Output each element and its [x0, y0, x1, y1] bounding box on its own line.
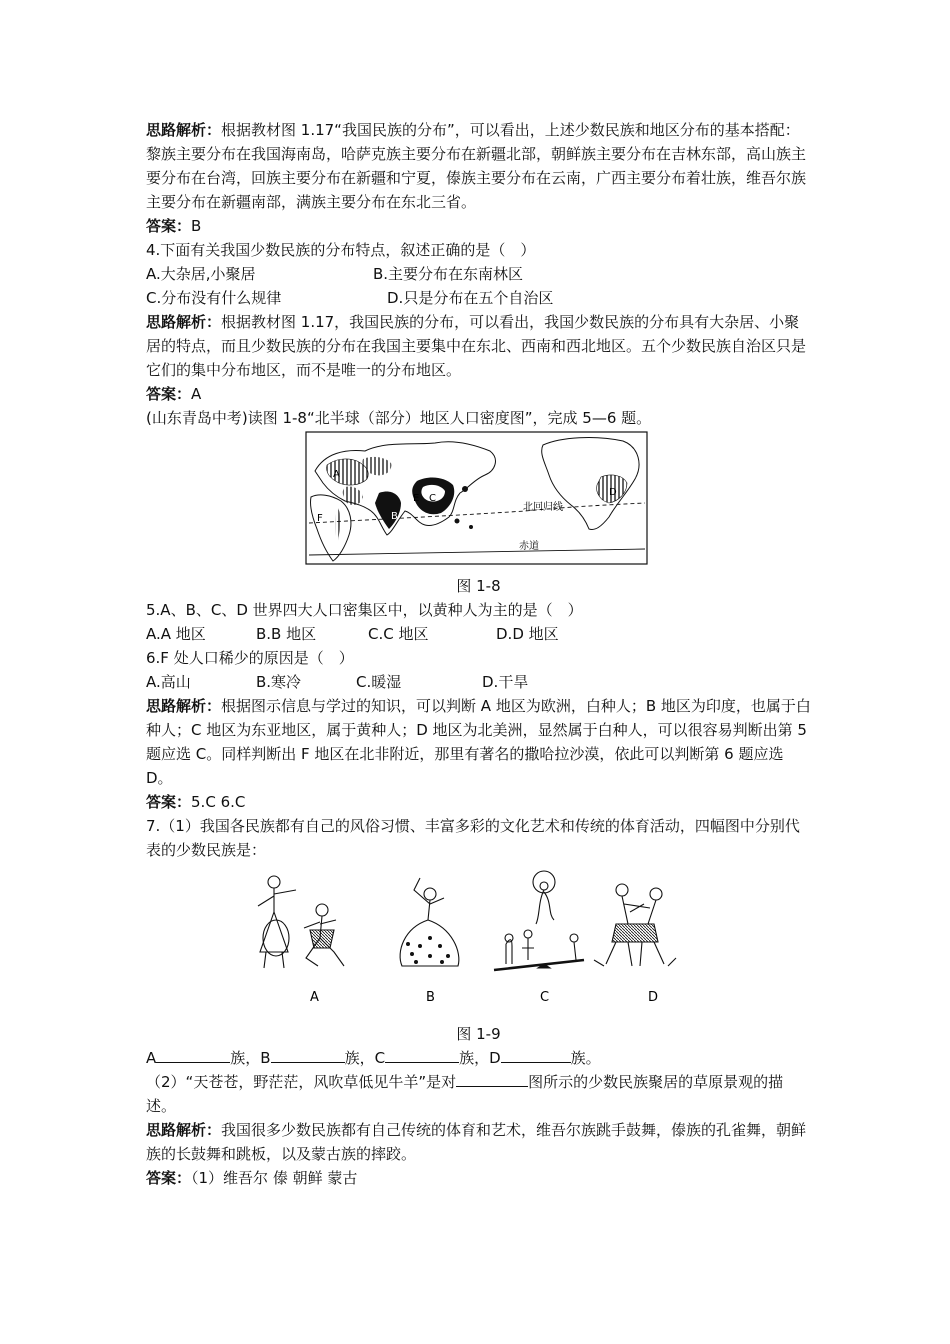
- q4-answer: [146, 382, 811, 406]
- map-letter-b: B: [391, 511, 398, 522]
- analysis-text: 我国很多少数民族都有自己传统的体育和艺术，维吾尔族跳手鼓舞，傣族的孔雀舞，朝鲜族的长鼓舞和跳板，以及蒙古族的摔跤。: [146, 1121, 807, 1163]
- q5-option-a: A.A 地区: [146, 625, 206, 643]
- answer-value: A: [191, 385, 202, 403]
- figure-a-drum-dance: [258, 876, 344, 968]
- q4-options-row1: [146, 262, 811, 286]
- map-letter-e: E: [413, 493, 420, 504]
- q5-option-b: B.B 地区: [256, 625, 317, 643]
- map-letter-f: F: [317, 513, 323, 524]
- analysis-label: 思路解析：: [146, 313, 222, 331]
- q7-part2: [146, 1070, 811, 1118]
- fill-suffix: 族，: [344, 1049, 375, 1067]
- document-page: [146, 118, 811, 1190]
- q4-option-a: A.大杂居,小聚居: [146, 265, 256, 283]
- q7-stem: 7.（1）我国各民族都有自己的风俗习惯、丰富多彩的文化艺术和传统的体育活动，四幅图中分别代表的少数民族是：: [146, 817, 800, 859]
- analysis-text: 根据教材图 1.17，我国民族的分布，可以看出，我国少数民族的分布具有大杂居、小聚居的特点，而且少数民族的分布在我国主要集中在东北、西南和西北地区。五个少数民族自治区只是它们的集中分布地区，而不是唯一的分布地区。: [146, 313, 807, 379]
- q4-option-b: B.主要分布在东南林区: [373, 265, 524, 283]
- q5-stem: 5.A、B、C、D 世界四大人口密集区中，以黄种人为主的是（ ）: [146, 601, 583, 619]
- answer-value: 5.C 6.C: [191, 793, 246, 811]
- analysis-text: 根据图示信息与学过的知识，可以判断 A 地区为欧洲，白种人；B 地区为印度，也属于白种人；C 地区为东亚地区，属于黄种人；D 地区为北美洲，显然属于白种人，可以很容易判断出第 5 题应选 C。同样判断出 F 地区在北非附近，那里有著名的撒哈拉沙漠，依此可以判断第 6 题应选 D。: [146, 697, 811, 787]
- answer-label: 答案：: [146, 1169, 192, 1187]
- fill-suffix: 族，: [230, 1049, 261, 1067]
- fig19-label-a: A: [310, 990, 319, 1005]
- q6-option-b: B.寒冷: [256, 673, 302, 691]
- q4-stem: 4.下面有关我国少数民族的分布特点，叙述正确的是（ ）: [146, 241, 536, 259]
- q4-analysis: [146, 310, 811, 382]
- illustration-image: [244, 868, 684, 1016]
- figure-d-wrestling: [594, 884, 676, 966]
- q7-fill-blanks: [146, 1046, 811, 1070]
- answer-value: （1）维吾尔 傣 朝鲜 蒙古: [191, 1169, 358, 1187]
- map-letter-d: D: [609, 487, 617, 498]
- fill-b-letter: B: [260, 1049, 271, 1067]
- fig19-label-b: B: [426, 990, 435, 1005]
- q56-intro: (山东青岛中考)读图 1-8“北半球（部分）地区人口密度图”，完成 5—6 题。: [146, 409, 652, 427]
- q4-options-row2: [146, 286, 811, 310]
- fill-d-letter: D: [489, 1049, 501, 1067]
- q4-option-c: C.分布没有什么规律: [146, 289, 282, 307]
- q7-answer: [146, 1166, 811, 1190]
- population-density-map: [146, 430, 811, 568]
- answer-label: 答案：: [146, 385, 192, 403]
- q6-option-c: C.暖湿: [356, 673, 402, 691]
- fill-a-letter: A: [146, 1049, 157, 1067]
- fill-c-letter: C: [374, 1049, 386, 1067]
- answer-label: 答案：: [146, 217, 192, 235]
- analysis-text: 根据教材图 1.17“我国民族的分布”，可以看出，上述少数民族和地区分布的基本搭配：黎族主要分布在我国海南岛，哈萨克族主要分布在新疆北部，朝鲜族主要分布在吉林东部，高山族主要分布在台湾，回族主要分布在新疆和宁夏，傣族主要分布在云南，广西主要分布着壮族，维吾尔族主要分布在新疆南部，满族主要分布在东北三省。: [146, 121, 807, 211]
- fig19-label-d: D: [648, 990, 659, 1005]
- q5-option-c: C.C 地区: [368, 625, 429, 643]
- fill-blank-part2[interactable]: [456, 1070, 528, 1087]
- fill-suffix: 族，: [459, 1049, 490, 1067]
- fill-end: 族。: [570, 1049, 601, 1067]
- map-label-equator: 赤道: [519, 541, 539, 552]
- q56-answer: [146, 790, 811, 814]
- fill-blank-b[interactable]: [271, 1046, 345, 1063]
- fill-blank-d[interactable]: [501, 1046, 571, 1063]
- q6-options: [146, 670, 811, 694]
- q3-analysis: [146, 118, 811, 214]
- q6-option-a: A.高山: [146, 673, 191, 691]
- ethnic-dance-illustrations: [146, 862, 811, 1012]
- answer-value: B: [191, 217, 202, 235]
- fig19-caption: 图 1-9: [456, 1025, 501, 1043]
- map-letter-a: A: [333, 469, 340, 480]
- q56-analysis: [146, 694, 811, 790]
- fig18-caption: 图 1-8: [456, 577, 501, 595]
- q5-options: [146, 622, 811, 646]
- q3-answer: [146, 214, 811, 238]
- part2-pre: （2）“天苍苍，野茫茫，风吹草低见牛羊”是对: [146, 1073, 457, 1091]
- q7-analysis: [146, 1118, 811, 1166]
- q6-stem: 6.F 处人口稀少的原因是（ ）: [146, 649, 354, 667]
- figure-b-peacock-dance: [400, 878, 459, 966]
- fig19-label-c: C: [540, 990, 550, 1005]
- q4-option-d: D.只是分布在五个自治区: [387, 289, 554, 307]
- map-letter-c: C: [429, 493, 436, 504]
- fill-blank-c[interactable]: [385, 1046, 459, 1063]
- q6-option-d: D.干旱: [482, 673, 529, 691]
- figure-c-seesaw: [494, 871, 584, 970]
- part2-post: 图所示的少数民族聚居的草原景观的描述。: [146, 1073, 784, 1115]
- analysis-label: 思路解析：: [146, 697, 222, 715]
- q5-option-d: D.D 地区: [496, 625, 559, 643]
- map-label-tropic: 北回归线: [523, 502, 563, 513]
- answer-label: 答案：: [146, 793, 192, 811]
- analysis-label: 思路解析：: [146, 121, 222, 139]
- analysis-label: 思路解析：: [146, 1121, 222, 1139]
- map-image: [305, 431, 648, 565]
- fill-blank-a[interactable]: [156, 1046, 230, 1063]
